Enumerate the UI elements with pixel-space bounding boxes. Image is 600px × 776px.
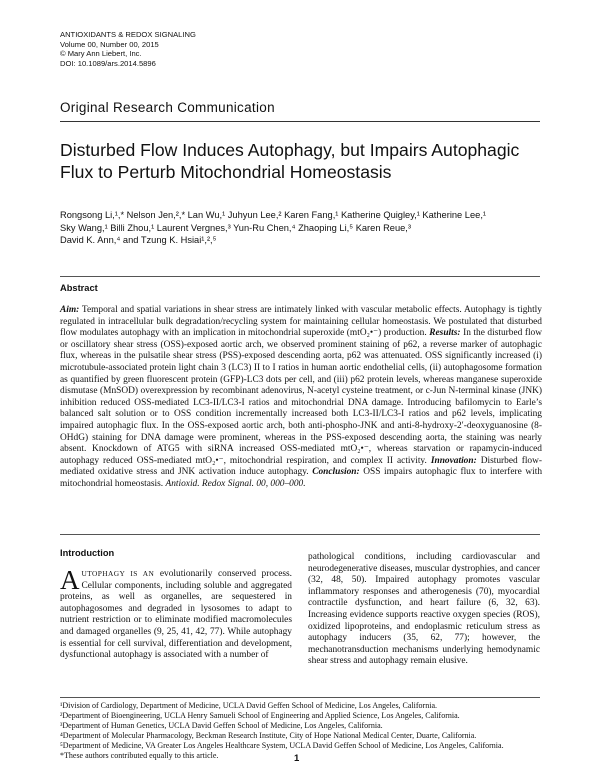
abstract-innovation-label: Innovation: bbox=[430, 455, 477, 466]
footnote-item: ¹Division of Cardiology, Department of Medicine, UCLA David Geffen School of Medicine, Los Angeles, California. bbox=[60, 701, 437, 710]
article-title: Disturbed Flow Induces Autophagy, but Impairs Autophagic Flux to Perturb Mitochondrial Homeostasis bbox=[60, 140, 520, 182]
footnote-item: *These authors contributed equally to this article. bbox=[60, 750, 219, 760]
affiliation-footnotes bbox=[60, 701, 550, 760]
journal-header bbox=[60, 30, 360, 68]
introduction-right-column bbox=[308, 552, 540, 668]
abstract-innovation-text: Disturbed flow-mediated oxidative stress and JNK activation induce autophagy. bbox=[60, 455, 542, 478]
introduction-right-text: pathological conditions, including cardiovascular and neurodegenerative diseases, muscular dystrophies, and cancer (32, 48, 50). Impaired autophagy promotes vascular inflammatory responses and atherogenesis (70), myocardial contractile dysfunction, and heart failure (6, 32, 63). Increasing evidence supports reactive oxygen species (ROS), oxidized lipoproteins, and endoplasmic reticulum stress as autophagy inducers (35, 62, 77); however, the mechanotransduction mechanisms underlying hemodynamic shear stress and autophagy remain elusive. bbox=[308, 552, 540, 667]
author-line: Sky Wang,¹ Billi Zhou,¹ Laurent Vergnes,³ Yun-Ru Chen,⁴ Zhaoping Li,⁵ Karen Reue,³ bbox=[60, 222, 411, 233]
footnote-rule bbox=[60, 697, 540, 698]
footnote-item: ⁴Department of Molecular Pharmacology, Beckman Research Institute, City of Hope National Medical Center, Duarte, California. bbox=[60, 730, 477, 740]
abstract-conclusion-label: Conclusion: bbox=[312, 467, 360, 478]
author-list bbox=[60, 209, 550, 247]
journal-volume: Volume 00, Number 00, 2015 bbox=[60, 39, 159, 49]
author-line: Rongsong Li,¹,* Nelson Jen,²,* Lan Wu,¹ Juhyun Lee,² Karen Fang,¹ Katherine Quigley,¹ Katherine Lee,¹ bbox=[60, 210, 486, 220]
abstract-top-rule bbox=[60, 276, 540, 277]
journal-copyright: © Mary Ann Liebert, Inc. bbox=[60, 49, 142, 59]
footnote-item: ²Department of Bioengineering, UCLA Henry Samueli School of Engineering and Applied Science, Los Angeles, California. bbox=[60, 710, 460, 720]
abstract-results-label: Results: bbox=[429, 328, 461, 339]
page-number: 1 bbox=[294, 753, 300, 764]
journal-doi: DOI: 10.1089/ars.2014.5896 bbox=[60, 58, 156, 68]
abstract-conclusion-text: OSS impairs autophagic flux to interfere with mitochondrial homeostasis. bbox=[60, 467, 543, 489]
abstract-bottom-rule bbox=[60, 534, 540, 535]
abstract-body bbox=[60, 305, 542, 491]
journal-name: ANTIOXIDANTS & REDOX SIGNALING bbox=[60, 30, 196, 39]
header-rule bbox=[60, 121, 540, 122]
introduction-left-column bbox=[60, 565, 293, 662]
footnote-item: ⁵Department of Medicine, VA Greater Los Angeles Healthcare System, UCLA David Geffen School of Medicine, Los Angeles, California. bbox=[60, 740, 504, 750]
footnote-item: ³Department of Human Genetics, UCLA David Geffen School of Medicine, Los Angeles, California. bbox=[60, 720, 383, 730]
section-label bbox=[60, 100, 275, 115]
abstract-citation: Antioxid. Redox Signal. 00, 000–000. bbox=[165, 478, 306, 489]
author-line: David K. Ann,⁴ and Tzung K. Hsiai¹,²,⁵ bbox=[60, 235, 217, 246]
abstract-aim-text: Temporal and spatial variations in shear stress are intimately linked with vascular metabolic effects. Autophagy is tightly regulated in intracellular bulk degradation/recycling system for maintaining cellular homeostasis. We postulated that disturbed flow modulates autophagy with an implication in mitochondrial superoxide (mtO₂•⁻) production. bbox=[60, 305, 542, 339]
abstract-aim-label: Aim: bbox=[60, 305, 80, 315]
abstract-results-text: In the disturbed flow or oscillatory shear stress (OSS)-exposed aortic arch, we observed prominent staining of p62, a reverse marker of autophagic flux, whereas in the pulsatile shear stress (PSS)-exposed descending aorta, p62 was attenuated. OSS significantly increased (i) microtubule-associated protein light chain 3 (LC3) II to I ratios in human aortic endothelial cells, (ii) autophagosome formation as quantified by green fluorescent protein (GFP)-LC3 dots per cell, and (iii) p62 protein levels, whereas manganese superoxide dismutase (MnSOD) overexpression by recombinant adenovirus, N-acetyl cysteine treatment, or c-Jun N-terminal kinase (JNK) inhibition reduced OSS-mediated LC3-II/LC3-I ratios and mitochondrial DNA damage. Introducing bafilomycin to Earle’s balanced salt solution or to OSS condition incrementally increased both LC3-II/LC3-I ratios and p62 levels, implicating impaired autophagic flux. In the OSS-exposed aortic arch, both anti-phospho-JNK and anti-8-hydroxy-2′-deoxyguanosine (8-OHdG) staining for DNA damage were prominent, whereas in the PSS-exposed descending aorta, the staining was nearly absent. Knockdown of ATG5 with siRNA increased OSS-mediated mtO₂•⁻, whereas starvation or rapamycin-induced autophagy reduced OSS-mediated mtO₂•⁻, mitochondrial respiration, and complex II activity. bbox=[60, 328, 543, 466]
abstract-heading: Abstract bbox=[60, 283, 98, 293]
section-label-text: Original Research Communication bbox=[60, 100, 275, 115]
drop-cap: A bbox=[60, 565, 80, 595]
introduction-left-text: evolutionarily conserved process. Cellular components, including soluble and aggregated proteins, as well as organelles, are sequestered in autophagosomes and degraded in lysosomes to adapt to nutrient restriction or to eliminate modified macromolecules and damaged organelles (9, 25, 41, 42, 77). While autophagy is essential for cell survival, differentiation and development, dysfunctional autophagy is associated with a number of bbox=[60, 569, 293, 661]
introduction-heading: Introduction bbox=[60, 548, 115, 558]
introduction-lead-smallcaps: UTOPHAGY IS AN bbox=[81, 569, 155, 578]
